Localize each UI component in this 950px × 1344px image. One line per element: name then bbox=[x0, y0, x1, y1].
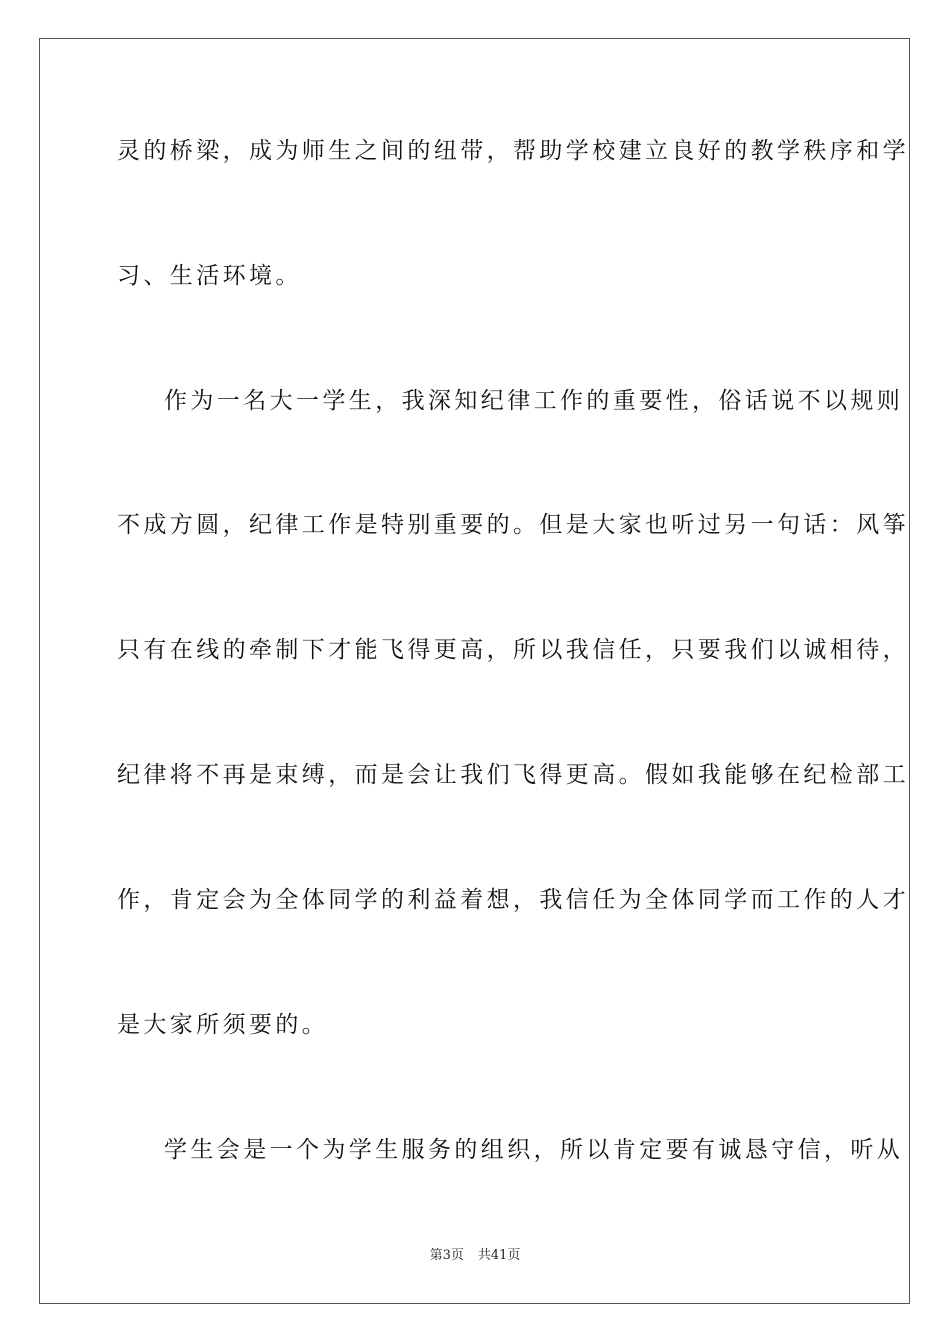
page-frame bbox=[39, 38, 910, 1304]
text-line: 纪律将不再是束缚，而是会让我们飞得更高。假如我能够在纪检部工 bbox=[117, 762, 909, 788]
total-pages: 共41页 bbox=[477, 1248, 521, 1263]
text-line: 作，肯定会为全体同学的利益着想，我信任为全体同学而工作的人才 bbox=[117, 887, 909, 913]
page-number: 第3页 bbox=[429, 1248, 464, 1263]
paragraph-start-line: 作为一名大一学生，我深知纪律工作的重要性，俗话说不以规则 bbox=[164, 388, 904, 414]
text-line: 不成方圆，纪律工作是特别重要的。但是大家也听过另一句话：风筝 bbox=[117, 512, 909, 538]
paragraph-start-line: 学生会是一个为学生服务的组织，所以肯定要有诚恳守信，听从 bbox=[164, 1137, 904, 1163]
page-footer bbox=[0, 1247, 950, 1265]
text-line: 灵的桥梁，成为师生之间的纽带，帮助学校建立良好的教学秩序和学 bbox=[117, 138, 909, 164]
text-line: 只有在线的牵制下才能飞得更高，所以我信任，只要我们以诚相待， bbox=[117, 637, 909, 663]
text-line: 是大家所须要的。 bbox=[117, 1012, 329, 1038]
text-line: 习、生活环境。 bbox=[117, 263, 302, 289]
